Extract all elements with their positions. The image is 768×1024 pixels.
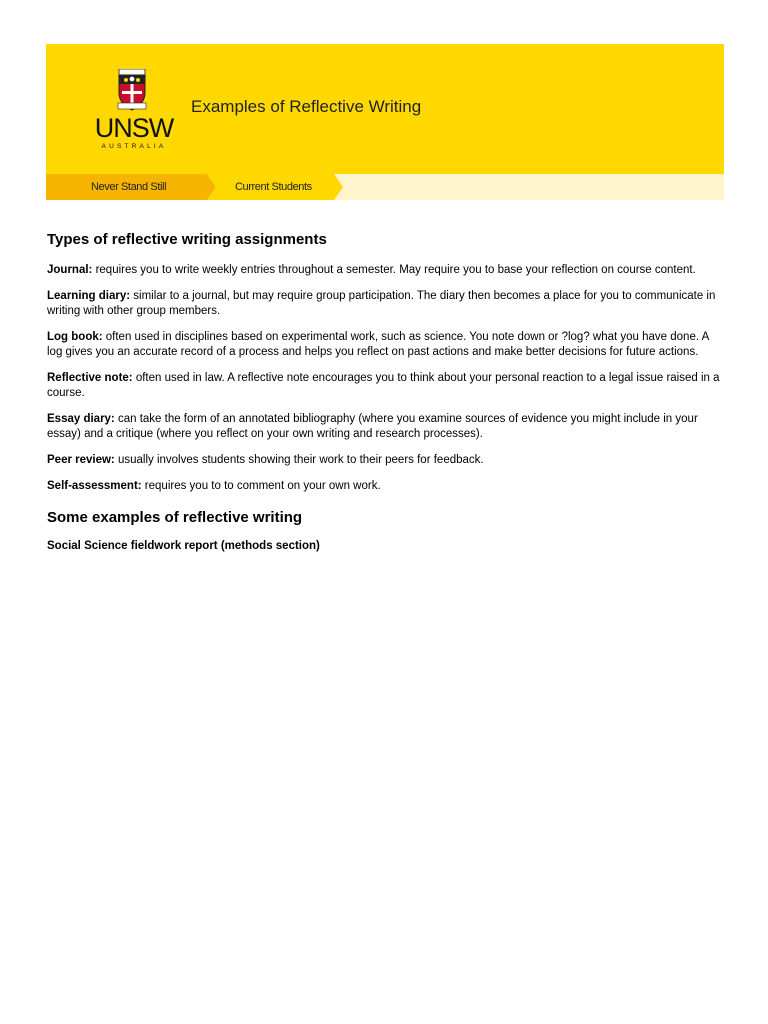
breadcrumb-item-current-students[interactable]: Current Students — [235, 181, 312, 193]
entry-term: Reflective note: — [47, 372, 133, 384]
entry-term: Log book: — [47, 331, 103, 343]
section-heading-types: Types of reflective writing assignments — [47, 231, 327, 248]
logo-subtext: AUSTRALIA — [101, 143, 167, 150]
page-title: Examples of Reflective Writing — [191, 97, 422, 116]
entry-journal — [47, 263, 723, 278]
entry-self-assessment — [47, 479, 723, 494]
entry-term: Peer review: — [47, 454, 115, 466]
entry-text: requires you to to comment on your own work. — [141, 480, 381, 492]
breadcrumb — [46, 174, 724, 200]
entry-term: Journal: — [47, 264, 93, 276]
logo-wordmark: UNSW — [94, 113, 174, 143]
entry-log-book — [47, 330, 723, 360]
entry-peer-review — [47, 453, 723, 468]
crest-icon — [116, 69, 148, 111]
entry-text: usually involves students showing their work to their peers for feedback. — [114, 454, 484, 466]
main-content — [47, 230, 723, 554]
breadcrumb-item-never-stand-still[interactable]: Never Stand Still — [91, 181, 167, 193]
entry-text: often used in law. A reflective note encourages you to think about your personal reaction to a legal issue raised in a course. — [47, 372, 720, 399]
entry-essay-diary — [47, 412, 723, 442]
entry-text: similar to a journal, but may require group participation. The diary then becomes a place for you to communicate in writing with other group members. — [47, 290, 716, 317]
section-heading-examples: Some examples of reflective writing — [47, 509, 303, 526]
entry-text: often used in disciplines based on experimental work, such as science. You note down or ?log? what you have done. A log gives you an accurate record of a process and helps you reflect on past actions and make better decisions for future actions. — [47, 331, 709, 358]
entry-term: Learning diary: — [47, 290, 131, 302]
entry-learning-diary — [47, 289, 723, 319]
page-header — [46, 44, 724, 174]
entry-text: can take the form of an annotated bibliography (where you examine sources of evidence you might include in your essay) and a critique (where you reflect on your own writing and research processes). — [47, 413, 698, 440]
entry-term: Self-assessment: — [47, 480, 142, 492]
subheading-fieldwork-report: Social Science fieldwork report (methods section) — [47, 540, 320, 552]
entry-text: requires you to write weekly entries throughout a semester. May require you to base your reflection on course content. — [92, 264, 696, 276]
entry-term: Essay diary: — [47, 413, 115, 425]
entry-reflective-note — [47, 371, 723, 401]
unsw-logo[interactable] — [94, 69, 174, 154]
